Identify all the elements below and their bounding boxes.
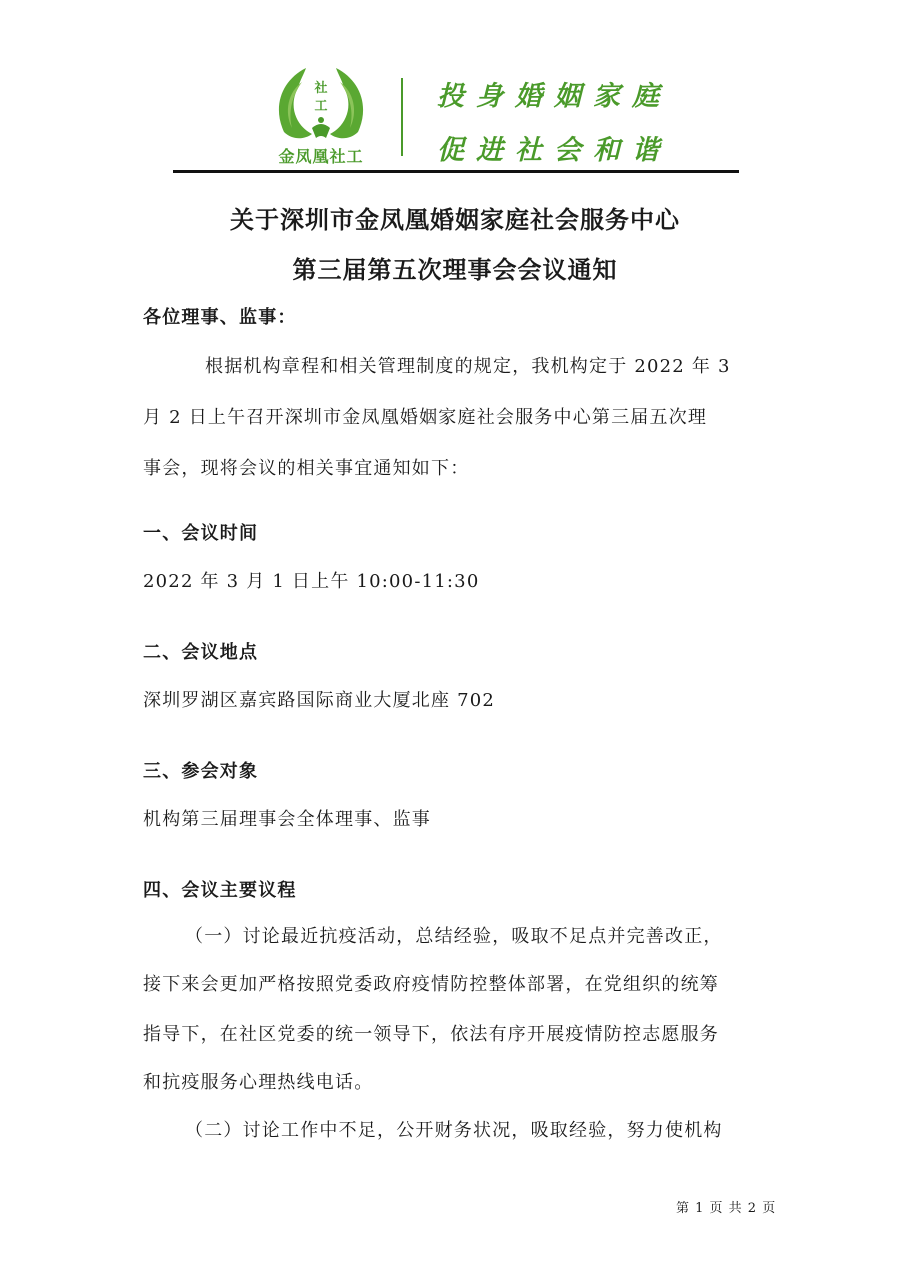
svg-text:工: 工 (314, 99, 328, 114)
agenda-item-line: 和抗疫服务心理热线电话。 (143, 1072, 374, 1093)
slogan-line-1: 投身婚姻家庭 (437, 81, 671, 112)
salutation: 各位理事、监事： (143, 307, 297, 328)
doc-title-line-2: 第三届第五次理事会会议通知 (292, 255, 618, 284)
meeting-time: 2022 年 3 月 1 日上午 10:00-11:30 (143, 571, 480, 592)
section-heading-time: 一、会议时间 (143, 523, 259, 544)
intro-line: 事会，现将会议的相关事宜通知如下： (143, 458, 470, 479)
intro-line: 月 2 日上午召开深圳市金凤凰婚姻家庭社会服务中心第三届五次理 (143, 407, 708, 428)
doc-title-line-1: 关于深圳市金凤凰婚姻家庭社会服务中心 (230, 205, 680, 234)
agenda-item-line: 接下来会更加严格按照党委政府疫情防控整体部署，在党组织的统筹 (143, 974, 719, 995)
header-divider (401, 78, 403, 156)
header-rule (173, 170, 739, 173)
svg-text:社: 社 (314, 81, 328, 96)
slogan-line-2: 促进社会和谐 (437, 135, 671, 166)
agenda-item-line: （二）讨论工作中不足，公开财务状况，吸取经验，努力使机构 (185, 1120, 723, 1141)
meeting-place: 深圳罗湖区嘉宾路国际商业大厦北座 702 (143, 690, 496, 711)
agenda-item-line: （一）讨论最近抗疫活动，总结经验，吸取不足点并完善改正， (185, 926, 723, 947)
intro-line: 根据机构章程和相关管理制度的规定，我机构定于 2022 年 3 (205, 356, 731, 377)
org-logo (262, 62, 380, 172)
section-heading-attendees: 三、参会对象 (143, 761, 259, 782)
logo-caption: 金凤凰社工 (278, 147, 364, 166)
meeting-attendees: 机构第三届理事会全体理事、监事 (143, 809, 431, 830)
agenda-item-line: 指导下，在社区党委的统一领导下，依法有序开展疫情防控志愿服务 (143, 1024, 719, 1045)
section-heading-place: 二、会议地点 (143, 642, 259, 663)
section-heading-agenda: 四、会议主要议程 (143, 880, 297, 901)
page-number: 第 1 页 共 2 页 (676, 1201, 777, 1216)
phoenix-logo-icon (262, 62, 380, 146)
